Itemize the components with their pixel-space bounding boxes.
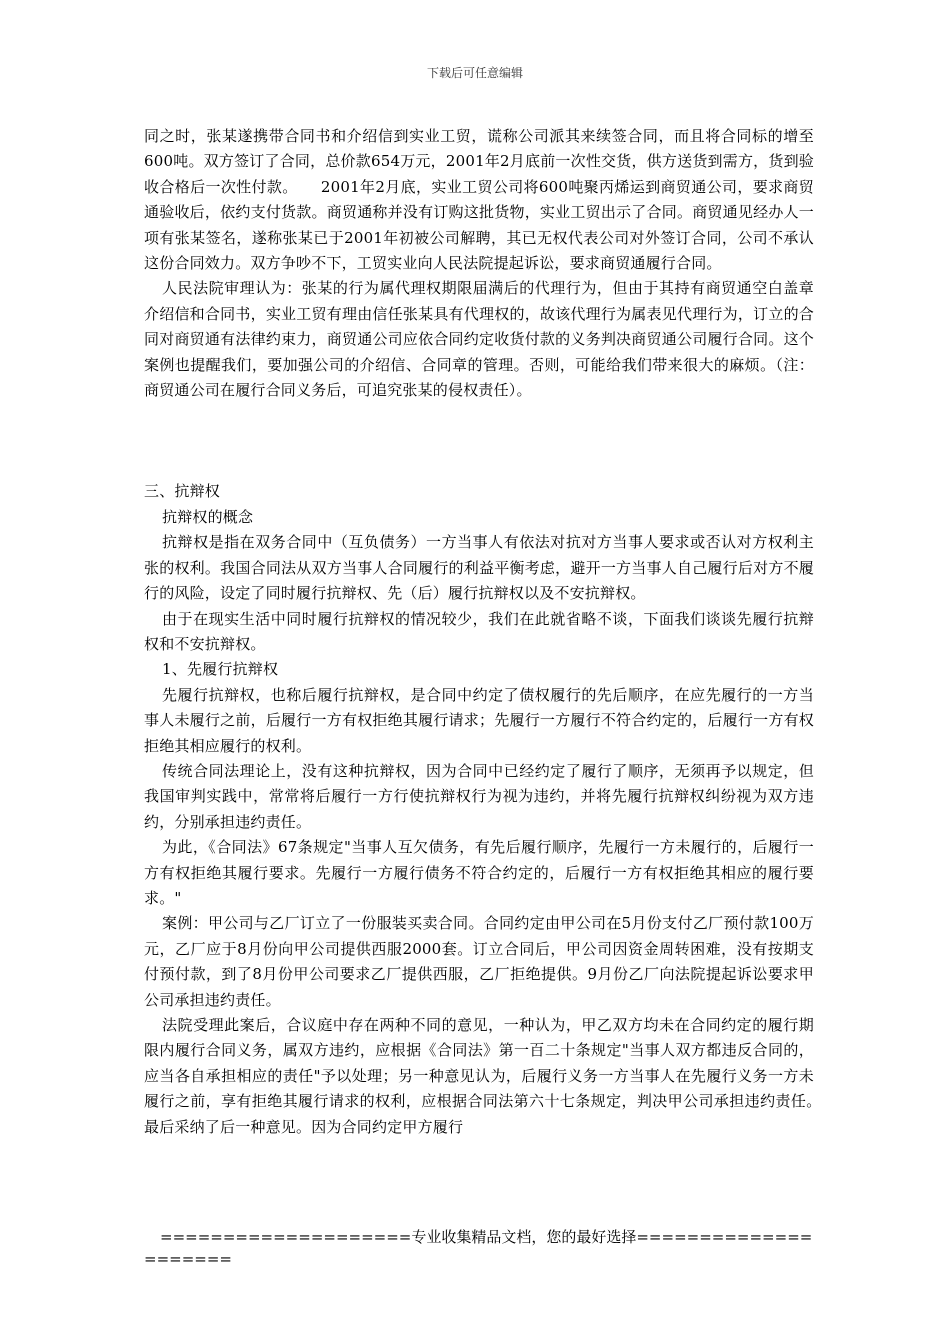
sub-heading: 1、先履行抗辩权	[162, 660, 279, 679]
section-heading: 三、抗辩权	[144, 482, 221, 501]
paragraph-concept-definition: 抗辩权是指在双务合同中（互负债务）一方当事人有依法对抗对方当事人要求或否认对方权利主张的权利。我国合同法从双方当事人合同履行的利益平衡考虑，避开一方当事人自己履行后对方不履行的风险，设定了同时履行抗辩权、先（后）履行抗辩权以及不安抗辩权。	[144, 533, 814, 603]
paragraph-court-opinions: 法院受理此案后，合议庭中存在两种不同的意见，一种认为，甲乙双方均未在合同约定的履行期限内履行合同义务，属双方违约，应根据《合同法》第一百二十条规定"当事人双方都违反合同的，应当各自承担相应的责任"予以处理；另一种意见认为，后履行义务一方当事人在先履行义务一方未履行之前，享有拒绝其履行请求的权利，应根据合同法第六十七条规定，判决甲公司承担违约责任。 最后采纳了后一种意见。因为合同约定甲方履行	[144, 1016, 845, 1136]
document-body	[144, 124, 845, 1140]
page-footer: ====================专业收集精品文档，您的最好选择=====================	[144, 1228, 813, 1268]
paragraph-court-ruling: 人民法院审理认为：张某的行为属代理权期限届满后的代理行为，但由于其持有商贸通空白盖章介绍信和合同书，实业工贸有理由信任张某具有代理权的，故该代理行为属表见代理行为，订立的合同对商贸通有法律约束力，商贸通公司应依合同约定收货付款的义务判决商贸通公司履行合同。这个案例也提醒我们，要加强公司的介绍信、合同章的管理。否则，可能给我们带来很大的麻烦。（注：商贸通公司在履行合同义务后，可追究张某的侵权责任）。	[144, 279, 814, 400]
paragraph-continuation: 同之时，张某遂携带合同书和介绍信到实业工贸，谎称公司派其来续签合同，而且将合同标的增至600吨。双方签订了合同，总价款654万元，2001年2月底前一次性交货，供方送货到需方，货到验收合格后一次性付款。 2001年2月底，实业工贸公司将600吨聚丙烯运到商贸通公司，要求商贸通验收后，依约支付货款。商贸通称并没有订购这批货物，实业工贸出示了合同。商贸通见经办人一项有张某签名，遂称张某已于2001年初被公司解聘，其已无权代表公司对外签订合同，公司不承认这份合同效力。双方争吵不下，工贸实业向人民法院提起诉讼，要求商贸通履行合同。	[144, 127, 814, 273]
paragraph-article-67: 为此，《合同法》67条规定"当事人互欠债务，有先后履行顺序，先履行一方未履行的，后履行一方有权拒绝其履行要求。先履行一方履行债务不符合约定的，后履行一方有权拒绝其相应的履行要求。"	[144, 838, 814, 907]
paragraph-traditional-theory: 传统合同法理论上，没有这种抗辩权，因为合同中已经约定了履行了顺序，无须再予以规定，但我国审判实践中，常常将后履行一方行使抗辩权行为视为违约，并将先履行抗辩权纠纷视为双方违约，分别承担违约责任。	[144, 761, 814, 831]
paragraph-case-example: 案例：甲公司与乙厂订立了一份服装买卖合同。合同约定由甲公司在5月份支付乙厂预付款100万元，乙厂应于8月份向甲公司提供西服2000套。订立合同后，甲公司因资金周转困难，没有按期支付预付款，到了8月份甲公司要求乙厂提供西服，乙厂拒绝提供。9月份乙厂向法院提起诉讼要求甲公司承担违约责任。	[144, 914, 814, 1009]
page-header: 下载后可任意编辑	[426, 66, 523, 80]
concept-title: 抗辩权的概念	[162, 507, 254, 526]
section-spacer	[144, 403, 814, 479]
paragraph-concept-scope: 由于在现实生活中同时履行抗辩权的情况较少，我们在此就省略不谈，下面我们谈谈先履行抗辩权和不安抗辩权。	[144, 609, 814, 653]
paragraph-prior-performance-definition: 先履行抗辩权，也称后履行抗辩权，是合同中约定了债权履行的先后顺序，在应先履行的一方当事人未履行之前，后履行一方有权拒绝其履行请求；先履行一方履行不符合约定的，后履行一方有权拒绝其相应履行的权利。	[144, 685, 814, 755]
